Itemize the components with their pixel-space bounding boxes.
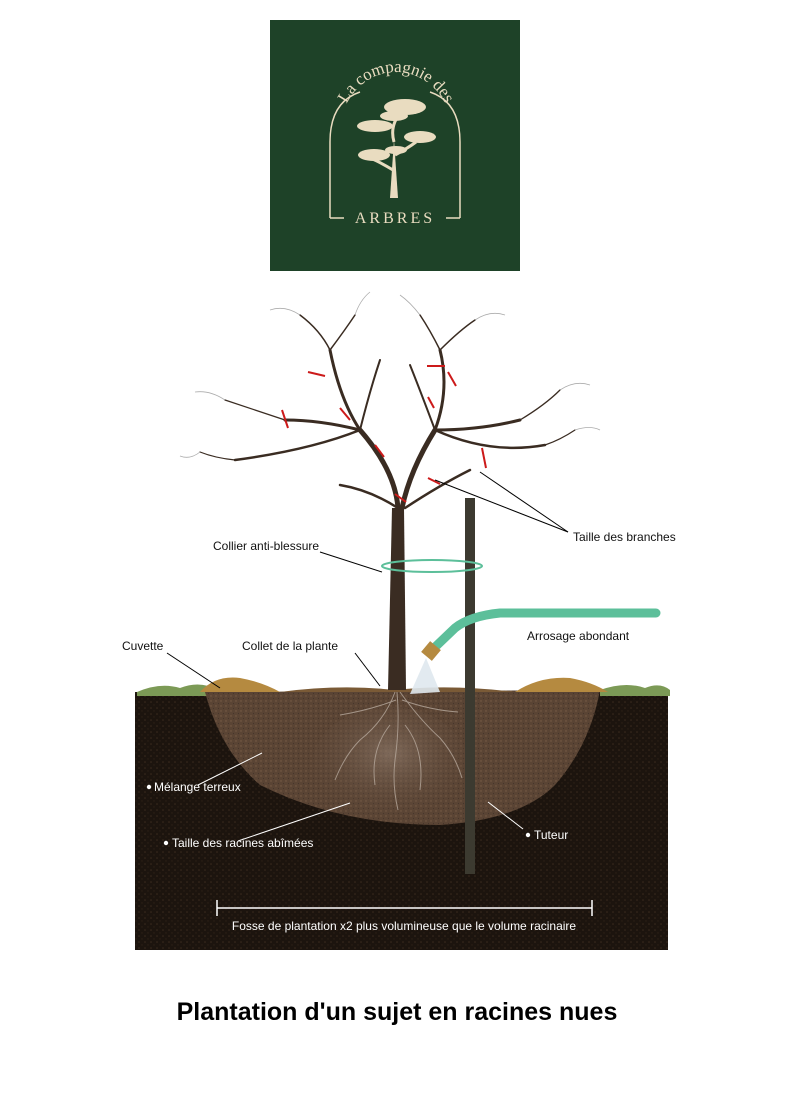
planting-diagram — [0, 280, 794, 970]
tree-twigs — [180, 292, 600, 457]
stake — [465, 498, 475, 874]
label-root-collar: Collet de la plante — [242, 639, 339, 653]
tree-branches — [200, 315, 575, 508]
diagram-caption: Plantation d'un sujet en racines nues — [176, 998, 618, 1026]
label-root-pruning: Taille des racines abîmées — [172, 836, 314, 850]
label-soil-mix: Mélange terreux — [154, 780, 241, 794]
pruning-marks — [282, 366, 486, 502]
label-stake: Tuteur — [534, 828, 569, 842]
tree-trunk — [388, 508, 406, 690]
label-branch-pruning: Taille des branches — [573, 530, 676, 544]
bullet-stake — [526, 833, 530, 837]
grass-right — [600, 685, 670, 696]
mulch-rim-left — [200, 678, 280, 692]
water-spray — [410, 658, 440, 694]
logo-arc-text: La compagnie des — [333, 56, 459, 106]
label-pit-size: Fosse de plantation x2 plus volumineuse que le volume racinaire — [231, 919, 577, 933]
label-anti-wound-collar: Collier anti-blessure — [213, 539, 320, 553]
bullet-soil-mix — [147, 785, 151, 789]
company-logo — [270, 20, 520, 271]
label-basin: Cuvette — [122, 639, 164, 653]
root-ball — [312, 707, 468, 823]
mulch-rim-right — [515, 678, 608, 692]
logo-word: ARBRES — [354, 210, 436, 227]
bullet-root-pruning — [164, 841, 168, 845]
label-watering: Arrosage abondant — [527, 629, 630, 643]
leader-lines — [167, 472, 568, 688]
